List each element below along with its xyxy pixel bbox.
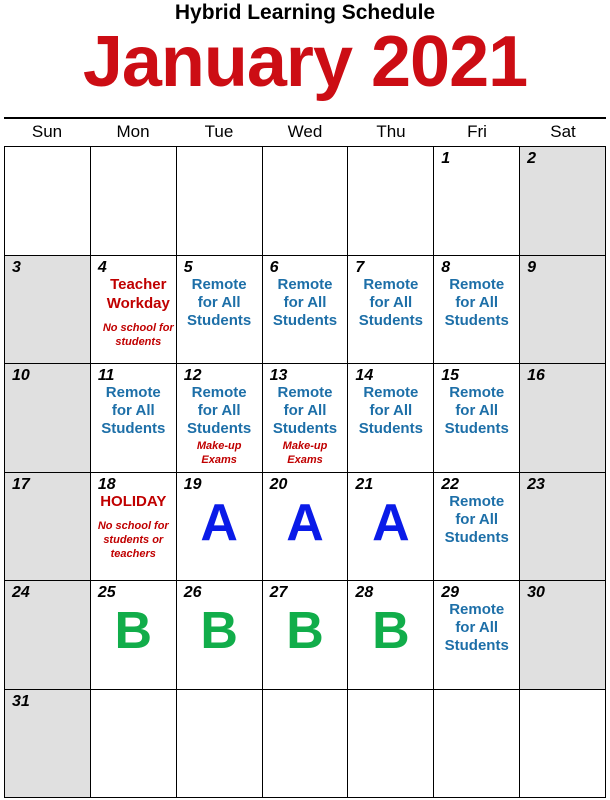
empty-day-cell [177,690,263,799]
day-cell-18 [91,473,177,582]
day-number: 19 [183,475,202,493]
remote-label: Remote for All Students [101,384,166,437]
day-cell-4 [91,256,177,365]
b-day-label: B [372,602,410,660]
day-number: 23 [527,475,545,493]
b-day-label: B [286,602,324,660]
remote-label: Remote for All Students [444,492,509,546]
weekday-mon: Mon [116,122,150,141]
day-cell-25 [91,581,177,690]
day-number: 26 [183,584,202,601]
day-cell-8 [434,256,520,365]
a-day-label: A [372,493,410,552]
empty-day-cell [434,690,520,799]
empty-day-cell [91,147,177,256]
day-number: 2 [527,150,537,167]
remote-label: Remote for All Students [272,275,338,329]
empty-day-cell [348,690,434,799]
day-note: Make-up Exams [282,440,328,466]
schedule-subtitle: Hybrid Learning Schedule [174,1,436,24]
day-number: 22 [441,475,460,493]
weekday-sat: Sat [550,122,576,141]
day-cell-6 [263,256,349,365]
day-cell-19 [177,473,263,582]
day-number: 5 [183,258,193,276]
weekday-fri: Fri [467,122,487,141]
day-cell-21 [348,473,434,582]
weekday-tue: Tue [204,122,234,141]
day-number: 16 [527,367,545,384]
day-cell-13 [263,364,349,473]
b-day-label: B [114,602,153,660]
day-cell-17 [5,473,91,582]
empty-day-cell [91,690,177,799]
day-cell-11 [91,364,177,473]
calendar-grid [4,146,606,798]
day-cell-22 [434,473,520,582]
day-number: 25 [97,584,116,601]
day-number: 30 [527,584,545,601]
month-title: January 2021 [82,22,528,102]
day-number: 12 [183,367,202,384]
day-number: 6 [269,258,279,276]
day-number: 9 [527,258,537,276]
weekday-wed: Wed [287,122,323,141]
day-cell-30 [520,581,606,690]
day-cell-5 [177,256,263,365]
b-day-label: B [200,602,238,660]
day-number: 20 [269,475,288,493]
day-number: 3 [12,258,21,276]
day-number: 11 [97,367,115,384]
day-cell-31 [5,690,91,799]
remote-label: Remote for All Students [444,384,509,437]
day-cell-23 [520,473,606,582]
day-cell-15 [434,364,520,473]
empty-day-cell [5,147,91,256]
day-number: 18 [97,475,116,493]
day-number: 15 [441,367,460,384]
day-cell-14 [348,364,434,473]
day-cell-26 [177,581,263,690]
a-day-label: A [286,493,324,552]
day-number: 24 [12,584,30,601]
day-number: 31 [12,692,30,710]
empty-day-cell [348,147,434,256]
remote-label: Remote for All Students [444,601,509,654]
day-number: 4 [97,258,107,276]
day-cell-27 [263,581,349,690]
a-day-label: A [200,493,238,552]
day-cell-24 [5,581,91,690]
empty-day-cell [263,147,349,256]
day-note: No school for students [102,321,174,348]
day-number: 29 [441,584,460,601]
day-cell-7 [348,256,434,365]
weekday-header-row [4,117,606,145]
empty-day-cell [263,690,349,799]
weekday-thu: Thu [376,122,406,141]
day-number: 7 [355,258,365,276]
day-number: 17 [12,475,30,493]
day-cell-20 [263,473,349,582]
day-cell-16 [520,364,606,473]
holiday-label: HOLIDAY No school for students or teachers [91,492,176,561]
day-number: 14 [355,367,374,384]
teacher-workday-label: Teacher Workday No school for students [102,275,174,348]
day-cell-9 [520,256,606,365]
day-cell-3 [5,256,91,365]
day-number: 28 [355,584,374,601]
day-cell-12 [177,364,263,473]
remote-label: Remote for All Students [444,275,509,329]
day-note: Make-up Exams [196,440,242,466]
day-cell-2 [520,147,606,256]
day-cell-1 [434,147,520,256]
day-cell-10 [5,364,91,473]
empty-day-cell [520,690,606,799]
day-number: 8 [441,258,451,276]
remote-label: Remote for All Students Make-up Exams [177,384,262,467]
day-number: 27 [269,584,288,601]
weekday-sun: Sun [31,122,63,141]
empty-day-cell [177,147,263,256]
day-number: 13 [269,367,288,384]
day-cell-29 [434,581,520,690]
remote-label: Remote for All Students [187,275,252,329]
day-number: 1 [441,150,451,167]
day-number: 21 [355,475,374,493]
remote-label: Remote for All Students Make-up Exams [263,384,348,467]
day-number: 10 [12,367,30,384]
remote-label: Remote for All Students [358,275,423,329]
day-note: No school for students or teachers [97,519,169,560]
day-cell-28 [348,581,434,690]
remote-label: Remote for All Students [358,384,423,437]
